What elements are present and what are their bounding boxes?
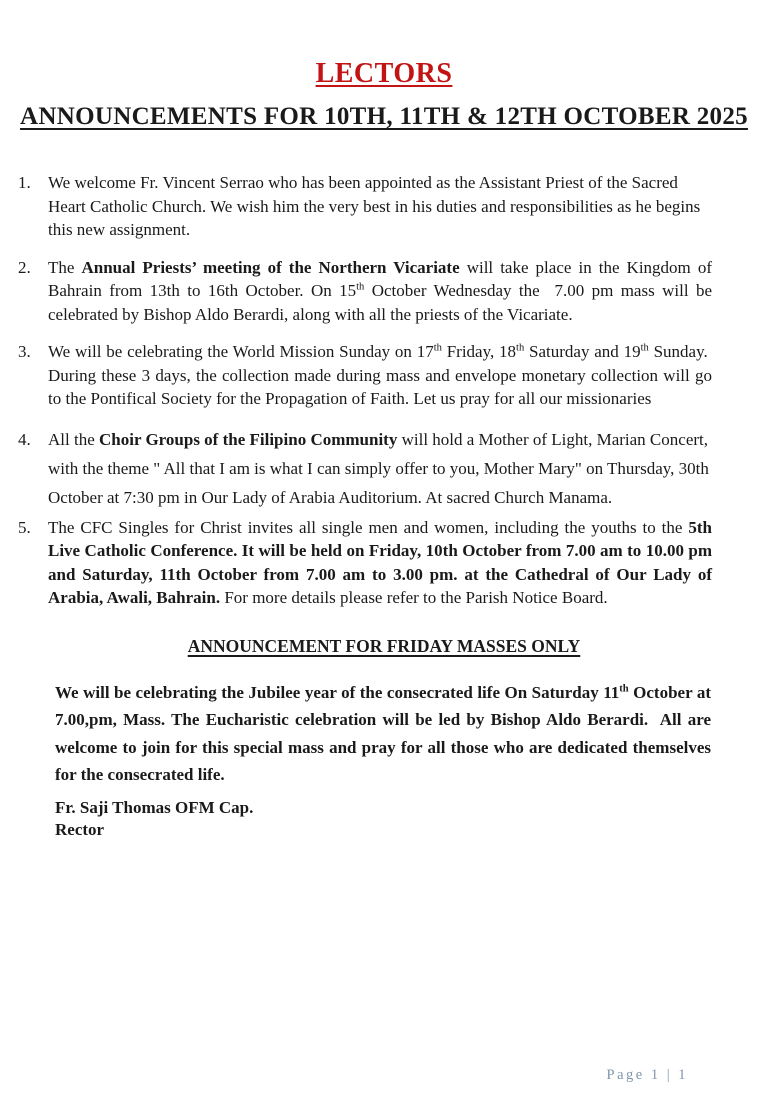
text-segment: The <box>48 257 82 277</box>
text-segment: We will be celebrating the Jubilee year of the consecrated life On Saturday 11 <box>55 682 620 702</box>
signature-name: Fr. Saji Thomas OFM Cap. <box>55 797 254 817</box>
superscript-text: th <box>640 342 649 354</box>
text-segment: 5th Live Catholic Conference. It will be held on Friday, 10th October from 7.00 am to 10.00 pm and Saturday, 11th October from 7.00 am to 3.00 pm. at the Cathedral of Our Lady of Arabia, Awali, Bahrain. <box>48 517 712 607</box>
item-text <box>48 171 712 242</box>
item-number: 2. <box>18 257 31 277</box>
text-segment: We welcome Fr. Vincent Serrao who has been appointed as the Assistant Priest of the Sacred Heart Catholic Church. We wish him the very best in his duties and responsibilities as he begins this new assignment. <box>48 173 701 239</box>
announcement-item <box>0 340 712 411</box>
superscript-text: th <box>356 281 365 293</box>
item-number: 4. <box>18 429 31 449</box>
friday-section-heading: ANNOUNCEMENT FOR FRIDAY MASSES ONLY <box>187 635 581 656</box>
text-segment: All the <box>48 429 99 449</box>
page-number <box>607 1067 688 1084</box>
superscript-text: th <box>619 682 629 694</box>
announcements-list <box>0 171 712 610</box>
text-segment: October Wednesday the 7.00 pm mass will be celebrated by Bishop Aldo Berardi, along with all the priests of the Vicariate. <box>48 281 712 324</box>
signature-block <box>55 797 768 841</box>
item-text <box>48 340 712 411</box>
announcement-item <box>0 425 712 512</box>
lectors-title-text: LECTORS <box>315 58 453 89</box>
announcements-heading: ANNOUNCEMENTS FOR 10TH, 11TH & 12TH OCTOBER 2025 <box>20 103 748 130</box>
text-segment: For more details please refer to the Parish Notice Board. <box>220 588 608 607</box>
text-segment: Saturday and 19 <box>524 342 641 361</box>
signature-role: Rector <box>55 819 105 839</box>
item-text <box>48 516 712 610</box>
page-title <box>0 58 768 90</box>
text-segment: The CFC Singles for Christ invites all single men and women, including the youths to the <box>48 517 689 537</box>
item-text <box>48 256 712 327</box>
text-segment: Friday, 18 <box>441 342 517 361</box>
announcement-item <box>0 516 712 610</box>
item-number: 5. <box>18 517 31 537</box>
superscript-text: th <box>516 342 525 354</box>
text-segment: Choir Groups of the Filipino Community <box>99 429 398 449</box>
announcement-item <box>0 171 712 242</box>
superscript-text: th <box>433 342 442 354</box>
page-footer-label: Page <box>606 1067 645 1083</box>
text-segment: Annual Priests’ meeting of the Northern Vicariate <box>81 257 460 277</box>
text-segment: We will be celebrating the World Mission Sunday on 17 <box>48 342 434 361</box>
text-segment: Sunday. During these 3 days, the collection made during mass and envelope monetary collection will go to the Pontifical Society for the Propagation of Faith. Let us pray for all our missionaries <box>48 342 712 408</box>
text-segment: will take place in the Kingdom of Bahrain from 13th to 16th October. On 15 <box>48 257 712 300</box>
friday-paragraph <box>55 679 711 789</box>
text-segment: will hold a Mother of Light, Marian Concert, with the theme " All that I am is what I can simply offer to you, Mother Mary" on Thursday, 30th October at 7:30 pm in Our Lady of Arabia Auditorium. At sacred Church Manama. <box>48 429 709 507</box>
text-segment: October at 7.00,pm, Mass. The Eucharistic celebration will be led by Bishop Aldo Berardi. All are welcome to join for this special mass and pray for all those who are dedicated themselves for the consecrated life. <box>55 682 711 784</box>
announcement-item <box>0 256 712 327</box>
item-number: 3. <box>18 342 31 361</box>
item-number: 1. <box>18 173 31 192</box>
page-footer-value: 1 | 1 <box>650 1067 688 1083</box>
item-text <box>48 425 712 512</box>
